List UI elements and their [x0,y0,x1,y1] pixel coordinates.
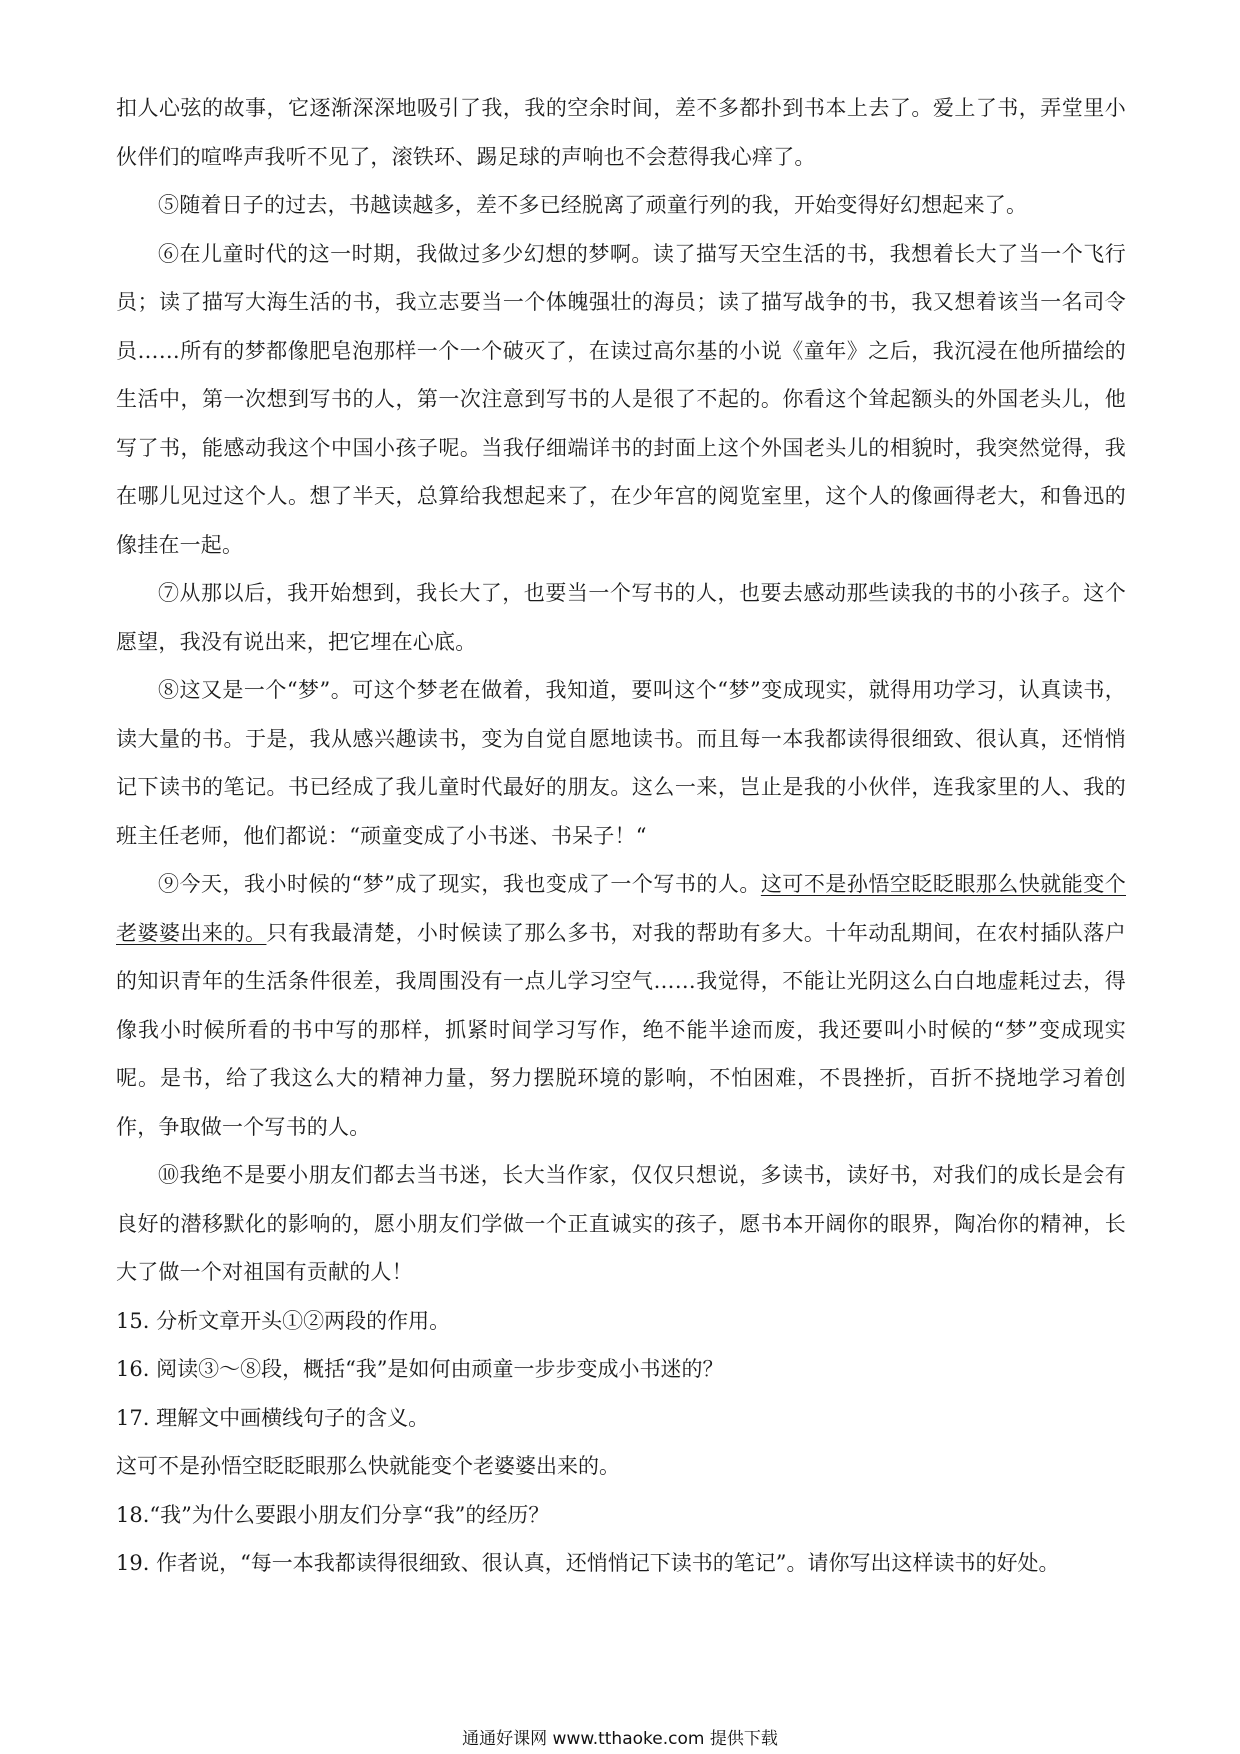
question-17-quote: 这可不是孙悟空眨眨眼那么快就能变个老婆婆出来的。 [116,1454,620,1478]
question-15: 15. 分析文章开头①②两段的作用。 [116,1308,451,1333]
questions [116,1297,1126,1588]
paragraph-7: ⑦从那以后，我开始想到，我长大了，也要当一个写书的人，也要去感动那些读我的书的小孩子。这个愿望，我没有说出来，把它埋在心底。 [116,581,1126,654]
footer-watermark: 通通好课网 www.tthaoke.com 提供下载 [462,1729,778,1749]
paragraph-5: ⑤随着日子的过去，书越读越多，差不多已经脱离了顽童行列的我，开始变得好幻想起来了。 [158,193,1028,217]
paragraph-9-rest: 只有我最清楚，小时候读了那么多书，对我的帮助有多大。十年动乱期间，在农村插队落户的知识青年的生活条件很差，我周围没有一点儿学习空气……我觉得，不能让光阴这么白白地虚耗过去，得像我小时候所看的书中写的那样，抓紧时间学习写作，绝不能半途而废，我还要叫小时候的“梦”变成现实呢。是书，给了我这么大的精神力量，努力摆脱环境的影响，不怕困难，不畏挫折，百折不挠地学习着创作，争取做一个写书的人。 [116,920,1126,1139]
passage [116,84,1126,1297]
paragraph-continuation: 扣人心弦的故事，它逐渐深深地吸引了我，我的空余时间，差不多都扑到书本上去了。爱上了书，弄堂里小伙伴们的喧哗声我听不见了，滚铁环、踢足球的声响也不会惹得我心痒了。 [116,96,1126,169]
question-19: 19. 作者说，“每一本我都读得很细致、很认真，还悄悄记下读书的笔记”。请你写出这样读书的好处。 [116,1551,1060,1575]
document-page [116,84,1126,1588]
paragraph-6: ⑥在儿童时代的这一时期，我做过多少幻想的梦啊。读了描写天空生活的书，我想着长大了当一个飞行员；读了描写大海生活的书，我立志要当一个体魄强壮的海员；读了描写战争的书，我又想着该当一名司令员……所有的梦都像肥皂泡那样一个一个破灭了，在读过高尔基的小说《童年》之后，我沉浸在他所描绘的生活中，第一次想到写书的人，第一次注意到写书的人是很了不起的。你看这个耸起额头的外国老头儿，他写了书，能感动我这个中国小孩子呢。当我仔细端详书的封面上这个外国老头儿的相貌时，我突然觉得，我在哪儿见过这个人。想了半天，总算给我想起来了，在少年宫的阅览室里，这个人的像画得老大，和鲁迅的像挂在一起。 [116,241,1126,557]
paragraph-8: ⑧这又是一个“梦”。可这个梦老在做着，我知道，要叫这个“梦”变成现实，就得用功学习，认真读书，读大量的书。于是，我从感兴趣读书，变为自觉自愿地读书。而且每一本我都读得很细致、很认真，还悄悄记下读书的笔记。书已经成了我儿童时代最好的朋友。这么一来，岂止是我的小伙伴，连我家里的人、我的班主任老师，他们都说：“顽童变成了小书迷、书呆子！“ [116,678,1126,848]
underlined-sentence: 这可不是孙悟空眨眨眼那么快就能变个老婆婆出来的。 [116,872,1126,945]
paragraph-10: ⑩我绝不是要小朋友们都去当书迷，长大当作家，仅仅只想说，多读书，读好书，对我们的成长是会有良好的潜移默化的影响的，愿小朋友们学做一个正直诚实的孩子，愿书本开阔你的眼界，陶冶你的精神，长大了做一个对祖国有贡献的人！ [116,1163,1126,1284]
paragraph-9 [116,860,1126,1151]
question-17: 17. 理解文中画横线句子的含义。 [116,1405,430,1430]
question-16: 16. 阅读③～⑧段，概括“我”是如何由顽童一步步变成小书迷的？ [116,1357,724,1381]
question-18: 18.“我”为什么要跟小朋友们分享“我”的经历？ [116,1502,550,1527]
paragraph-9-start: ⑨今天，我小时候的“梦”成了现实，我也变成了一个写书的人。 [158,872,761,896]
